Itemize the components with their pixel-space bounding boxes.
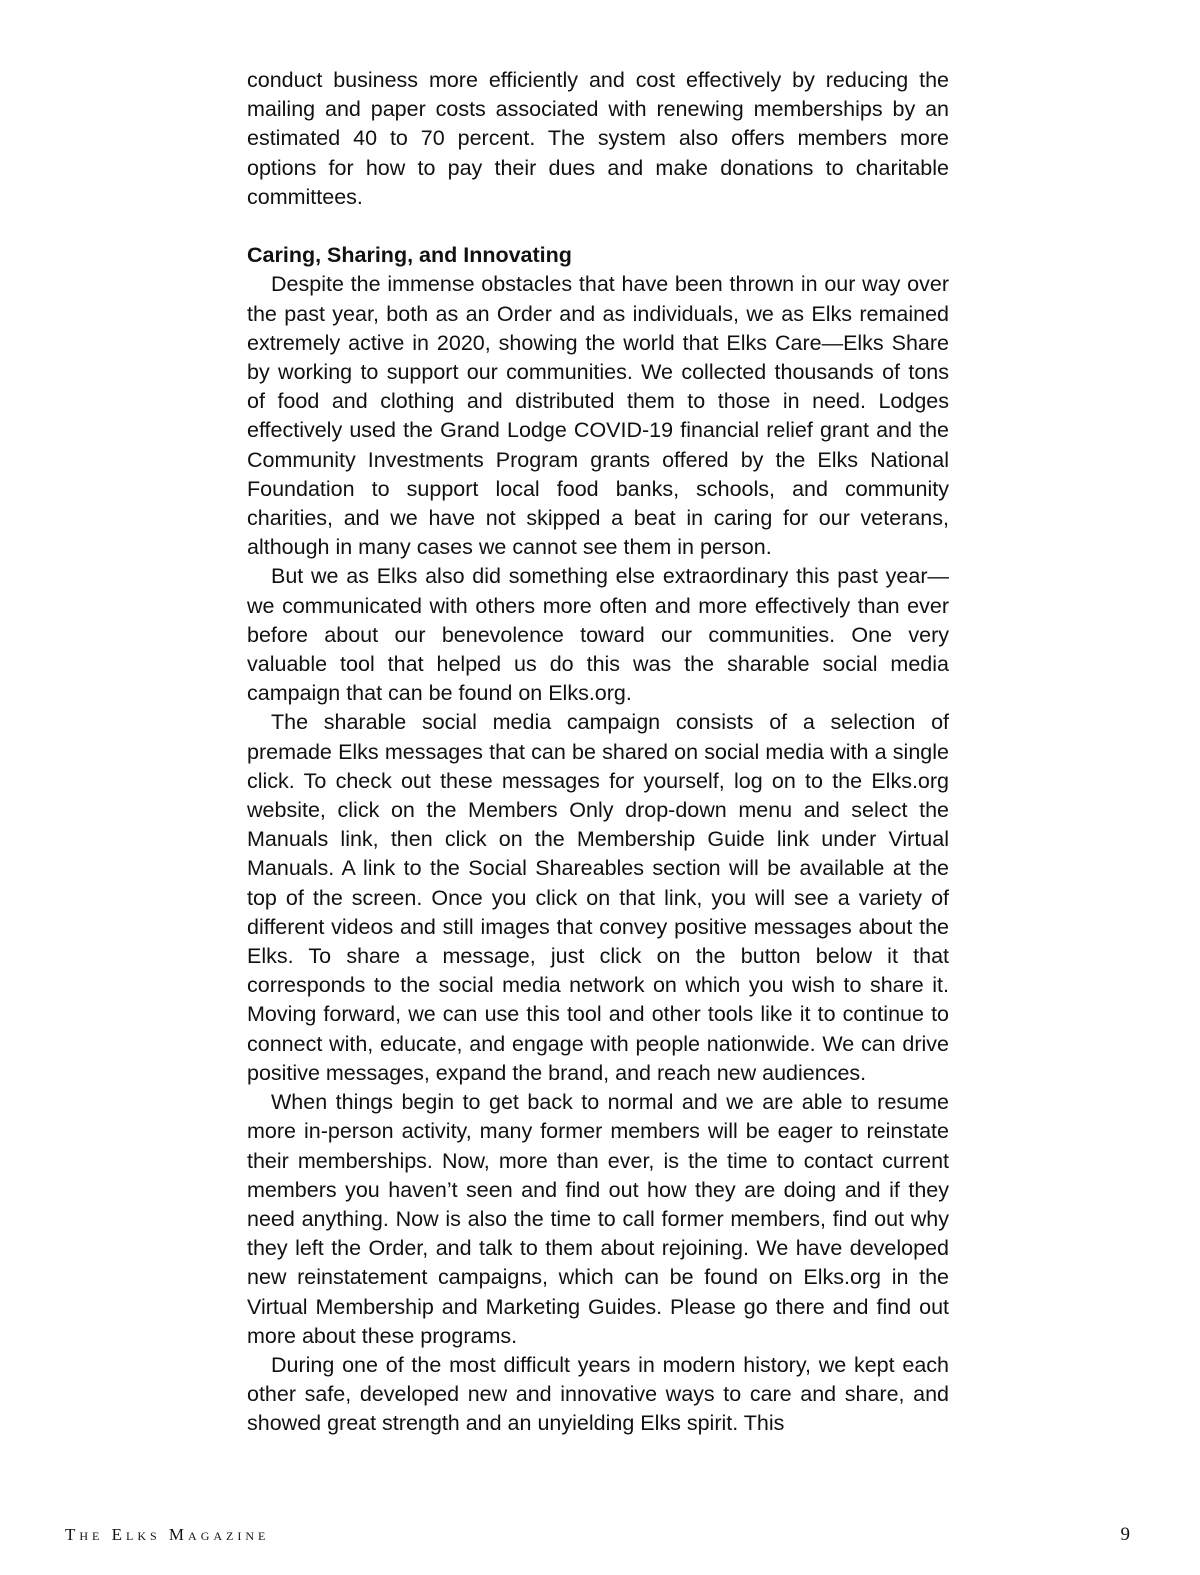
page-number: 9 — [1120, 1524, 1130, 1545]
body-paragraph: During one of the most difficult years in modern history, we kept each other safe, developed new and innovative ways to care and share, and showed great strength and an unyielding Elks spirit. This — [247, 1352, 949, 1436]
body-paragraph: But we as Elks also did something else extraordinary this past year—we communicated with others more often and more effectively than ever before about our benevolence toward our communities. One very valuable tool that helped us do this was the sharable social media campaign that can be found on Elks.org. — [247, 564, 949, 706]
article-body — [247, 66, 949, 1439]
body-paragraph: Despite the immense obstacles that have been thrown in our way over the past year, both as an Order and as individuals, we as Elks remained extremely active in 2020, showing the world that Elks Care—Elks Share by working to support our communities. We collected thousands of tons of food and clothing and distributed them to those in need. Lodges effectively used the Grand Lodge COVID-19 financial relief grant and the Community Investments Program grants offered by the Elks National Foundation to support local food banks, schools, and community charities, and we have not skipped a beat in caring for our veterans, although in many cases we cannot see them in person. — [247, 272, 949, 560]
intro-paragraph: conduct business more efficiently and cost effectively by reducing the mailing and paper costs associated with renewing memberships by an estimated 40 to 70 percent. The system also offers members more options for how to pay their dues and make donations to charitable committees. — [247, 68, 949, 209]
publication-name: The Elks Magazine — [65, 1525, 270, 1544]
body-paragraph: The sharable social media campaign consists of a selection of premade Elks messages that can be shared on social media with a single click. To check out these messages for yourself, log on to the Elks.org website, click on the Members Only drop-down menu and select the Manuals link, then click on the Membership Guide link under Virtual Manuals. A link to the Social Shareables section will be available at the top of the screen. Once you click on that link, you will see a variety of different videos and still images that convey positive messages about the Elks. To share a message, just click on the button below it that corresponds to the social media network on which you wish to share it. Moving forward, we can use this tool and other tools like it to continue to connect with, educate, and engage with people nationwide. We can drive positive messages, expand the brand, and reach new audiences. — [247, 710, 949, 1085]
section-heading: Caring, Sharing, and Innovating — [247, 243, 572, 268]
body-paragraph: When things begin to get back to normal and we are able to resume more in-person activity, many former members will be eager to reinstate their memberships. Now, more than ever, is the time to contact current members you haven’t seen and find out how they are doing and if they need anything. Now is also the time to call former members, find out why they left the Order, and talk to them about rejoining. We have developed new reinstatement campaigns, which can be found on Elks.org in the Virtual Membership and Marketing Guides. Please go there and find out more about these programs. — [247, 1090, 949, 1348]
